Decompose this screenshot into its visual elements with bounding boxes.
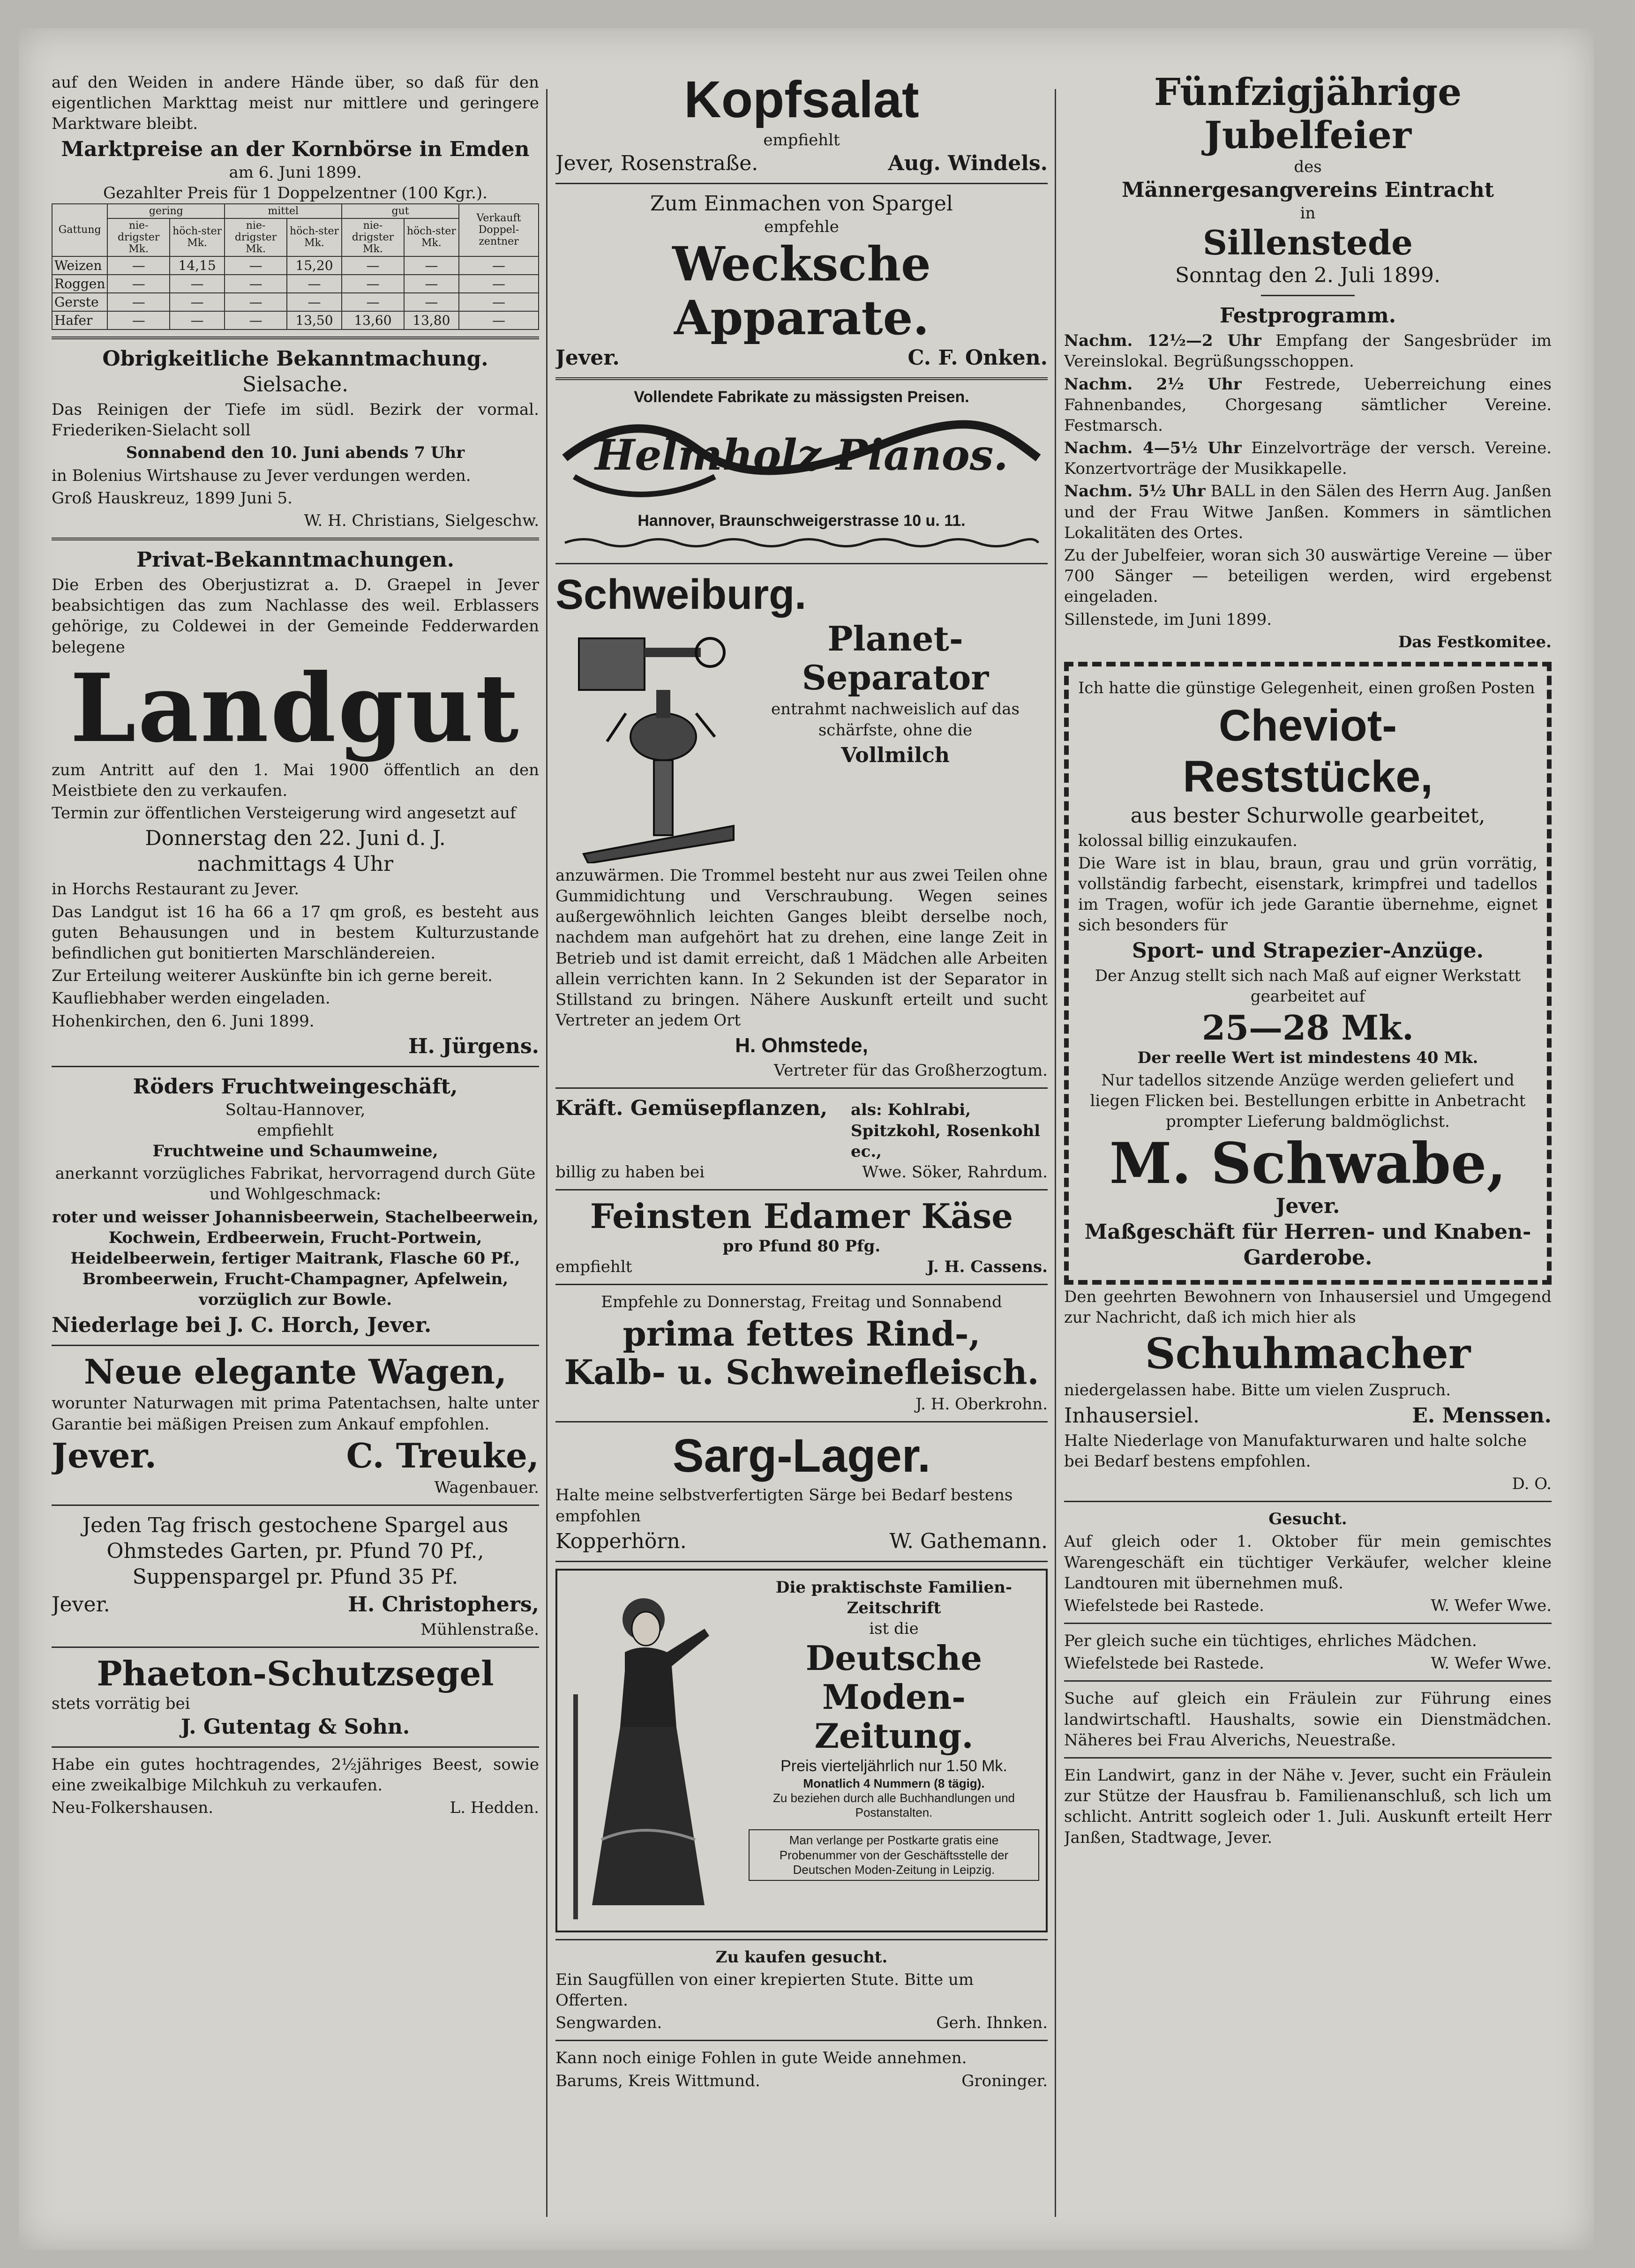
jub-in: in	[1300, 204, 1316, 223]
table-cell: —	[459, 275, 539, 293]
ges4-text: Ein Landwirt, ganz in der Nähe v. Jever, sucht ein Fräulein zur Stütze der Hausfrau b. Familienanschluß, sch lich um schlicht. Antritt sogleich oder 1. Juli. Auskunft erteilt Herr Janßen, Stadtwage, Jever.	[1064, 1766, 1552, 1847]
table-cell: —	[170, 311, 225, 329]
prices-title: Marktpreise an der Kornbörse in Emden	[61, 137, 530, 161]
gem-title: Kräft. Gemüsepflanzen,	[555, 1096, 828, 1121]
fest-item	[1064, 481, 1552, 543]
sarg-name: W. Gathemann.	[889, 1529, 1048, 1553]
th-nied: nie-drigster Mk.	[225, 218, 287, 256]
th-gering: gering	[107, 204, 225, 218]
phaeton-title: Phaeton-Schutzsegel	[97, 1653, 494, 1693]
divider	[555, 377, 1048, 380]
table-cell: 13,60	[342, 311, 404, 329]
divider	[52, 1066, 539, 1067]
wagen-sign-row	[52, 1437, 539, 1475]
moden-zeitung-ad	[555, 1569, 1048, 1932]
jub-place: Sillenstede	[1203, 223, 1413, 263]
ges-sign-row	[1064, 1595, 1552, 1616]
table-cell: 15,20	[287, 256, 342, 275]
divider	[52, 1505, 539, 1506]
table-cell: Gerste	[52, 293, 107, 311]
roeder-empf: empfiehlt	[257, 1121, 334, 1140]
landgut-desc: Das Landgut ist 16 ha 66 a 17 qm groß, es besteht aus guten Behausungen und in bestem Kulturzustande befindlichen gut bonitierten Marschländereien.	[52, 902, 539, 963]
table-cell: —	[404, 293, 459, 311]
fest-item	[1064, 330, 1552, 372]
divider	[52, 1746, 539, 1748]
schw-name: H. Ohmstede,	[735, 1034, 868, 1057]
gem-name: Wwe. Söker, Rahrdum.	[862, 1163, 1048, 1182]
table-row	[52, 293, 539, 311]
schw-voll: Vollmilch	[841, 743, 950, 767]
landgut-place: in Horchs Restaurant zu Jever.	[52, 880, 300, 899]
moden-price: Preis vierteljährlich nur 1.50 Mk.	[780, 1757, 1007, 1775]
chev-text2: Die Ware ist in blau, braun, grau und grün vorrätig, vollständig farbecht, eisenstark, krimpfrei und tadellos im Tragen, wofür ich jede Garantie übernehme, eignet sich besonders für	[1078, 853, 1538, 935]
divider	[555, 1189, 1048, 1190]
schuh-text2: Halte Niederlage von Manufakturwaren und halte solche bei Bedarf bestens empfohlen.	[1064, 1431, 1527, 1471]
roeder-text: anerkannt vorzügliches Fabrikat, hervorragend durch Güte und Wohlgeschmack:	[55, 1164, 536, 1204]
landgut-loc: Hohenkirchen, den 6. Juni 1899.	[52, 1011, 315, 1031]
moden-buy: Zu beziehen durch alle Buchhandlungen und Postanstalten.	[772, 1791, 1015, 1820]
fleisch-name: J. H. Oberkrohn.	[915, 1395, 1048, 1414]
moden-monthly: Monatlich 4 Nummern (8 tägig).	[803, 1776, 985, 1790]
spargel-place: Jever.	[52, 1592, 110, 1617]
th-hoch: höch-ster Mk.	[404, 218, 459, 256]
fleisch-title1: prima fettes Rind-,	[622, 1313, 981, 1354]
fest-title: Festprogramm.	[1219, 304, 1396, 328]
kopf-name: Aug. Windels.	[888, 151, 1048, 175]
divider	[52, 1647, 539, 1648]
ornament-line	[555, 536, 1048, 550]
table-cell: 13,50	[287, 311, 342, 329]
table-cell: —	[107, 311, 170, 329]
divider	[555, 183, 1048, 184]
helmholz-pianos-logo	[555, 411, 1048, 505]
roeder-depot: Niederlage bei J. C. Horch, Jever.	[52, 1313, 432, 1337]
table-cell: —	[459, 293, 539, 311]
roeder-list: roter und weisser Johannisbeerwein, Stachelbeerwein, Kochwein, Erdbeerwein, Frucht-Portwein, Heidelbeerwein, fertiger Maitrank, Flasche 60 Pf., Brombeerwein, Frucht-Champagner, Apfelwein, vorzüglich zur Bowle.	[52, 1207, 539, 1310]
fest-time: Nachm. 12½—2 Uhr	[1064, 331, 1261, 351]
th-verkauft: Verkauft Doppel-zentner	[459, 204, 539, 256]
table-cell: —	[170, 293, 225, 311]
schw-text1: entrahmt nachweislich auf das schärfste, ohne die	[771, 700, 1020, 740]
obrig-date: Sonnabend den 10. Juni abends 7 Uhr	[126, 443, 465, 463]
chev-value: Der reelle Wert ist mindestens 40 Mk.	[1137, 1048, 1478, 1067]
gem-items: als: Kohlrabi, Spitzkohl, Rosenkohl ec.,	[851, 1100, 1041, 1161]
landgut-title: Landgut	[70, 653, 521, 763]
kopf-title: Kopfsalat	[684, 71, 919, 128]
privat-title: Privat-Bekanntmachungen.	[136, 548, 455, 572]
chev-name: M. Schwabe,	[1109, 1130, 1507, 1197]
fest-time: Nachm. 5½ Uhr	[1064, 482, 1206, 501]
fleisch-title2: Kalb- u. Schweinefleisch.	[564, 1352, 1039, 1392]
landgut-text: zum Antritt auf den 1. Mai 1900 öffentlich an den Meistbiete den zu verkaufen.	[52, 760, 539, 800]
phaeton-sub: stets vorrätig bei	[52, 1694, 190, 1713]
table-cell: Hafer	[52, 311, 107, 329]
chev-sub: aus bester Schurwolle gearbeitet,	[1130, 803, 1485, 828]
sarg-place: Kopperhörn.	[555, 1529, 687, 1553]
obrig-text2: in Bolenius Wirtshause zu Jever verdungen werden.	[52, 466, 471, 485]
fest-loc: Sillenstede, im Juni 1899.	[1064, 610, 1272, 629]
fest-text: Einzelvorträge der versch. Vereine. Konzertvorträge der Musikkapelle.	[1064, 439, 1552, 479]
moden-probe: Man verlange per Postkarte gratis eine Probenummer von der Geschäftsstelle der Deutschen Moden-Zeitung in Leipzig.	[749, 1829, 1039, 1881]
kaese-empf: empfiehlt	[555, 1258, 632, 1277]
moden-top: Die praktischste Familien-Zeitschrift	[775, 1578, 1012, 1617]
beest-sign-row	[52, 1797, 539, 1818]
fest-item	[1064, 438, 1552, 479]
schuh-intro: Den geehrten Bewohnern von Inhausersiel und Umgegend zur Nachricht, daß ich mich hier als	[1064, 1287, 1552, 1327]
sarg-text: Halte meine selbstverfertigten Särge bei Bedarf bestens empfohlen	[555, 1486, 1013, 1526]
table-cell: Roggen	[52, 275, 107, 293]
th-gut: gut	[342, 204, 459, 218]
chev-intro: Ich hatte die günstige Gelegenheit, einen großen Posten	[1078, 678, 1535, 697]
fest-text: Empfang der Sangesbrüder im Vereinslokal. Begrüßungsschoppen.	[1064, 331, 1552, 371]
table-cell: —	[170, 275, 225, 293]
schuh-sign-row	[1064, 1403, 1552, 1429]
table-cell: —	[107, 256, 170, 275]
gem-row	[555, 1095, 1048, 1162]
th-nied: nie-drigster Mk.	[107, 218, 170, 256]
divider	[1064, 1757, 1552, 1759]
schuh-name: E. Menssen.	[1412, 1403, 1552, 1428]
fest-time: Nachm. 4—5½ Uhr	[1064, 439, 1242, 458]
schuh-sign: D. O.	[1512, 1474, 1552, 1493]
table-cell: —	[107, 275, 170, 293]
th-gattung: Gattung	[52, 204, 107, 256]
prices-date: am 6. Juni 1899.	[229, 163, 362, 182]
cheviot-ad	[1064, 662, 1552, 1285]
separator-illustration	[555, 620, 743, 863]
divider	[1064, 1680, 1552, 1682]
table-cell: —	[287, 275, 342, 293]
fohlen-sign-row	[555, 2071, 1048, 2091]
table-row	[52, 275, 539, 293]
landgut-intro: Die Erben des Oberjustizrat a. D. Graepel in Jever beabsichtigen das zum Nachlasse des weil. Erblassers gehörige, zu Coldewei in der Gemeinde Fedderwarden belegene	[52, 576, 539, 657]
beest-text: Habe ein gutes hochtragendes, 2½jähriges Beest, sowie eine zweikalbige Milchkuh zu verkaufen.	[52, 1755, 539, 1795]
kauf-sign-row	[555, 2013, 1048, 2033]
moden-title2: Moden-Zeitung.	[814, 1677, 974, 1756]
woman-illustration	[564, 1577, 742, 1924]
kaese-name: J. H. Cassens.	[927, 1258, 1048, 1277]
market-intro: auf den Weiden in andere Hände über, so daß für den eigentlichen Markttag meist nur mittlere und geringere Marktware bleibt.	[52, 73, 539, 134]
weck-sign-row	[555, 345, 1048, 371]
roeder-sub: Fruchtweine und Schaumweine,	[152, 1142, 438, 1161]
divider	[555, 2040, 1048, 2041]
schuh-place: Inhausersiel.	[1064, 1403, 1200, 1428]
ges-title: Gesucht.	[1268, 1510, 1347, 1529]
wagen-role: Wagenbauer.	[434, 1478, 539, 1497]
jub-date: Sonntag den 2. Juli 1899.	[1175, 263, 1440, 288]
landgut-info: Zur Erteilung weiterer Auskünfte bin ich gerne bereit.	[52, 966, 493, 986]
divider	[1261, 295, 1355, 296]
ges2-text: Per gleich suche ein tüchtiges, ehrliches Mädchen.	[1064, 1632, 1477, 1651]
th-mittel: mittel	[225, 204, 342, 218]
roeder-title: Röders Fruchtweingeschäft,	[133, 1074, 458, 1099]
table-cell: —	[225, 293, 287, 311]
schuh-title: Schuhmacher	[1145, 1328, 1471, 1378]
column-divider	[546, 89, 548, 2217]
th-hoch: höch-ster Mk.	[170, 218, 225, 256]
table-cell: —	[107, 293, 170, 311]
table-cell: —	[287, 293, 342, 311]
chev-price: 25—28 Mk.	[1201, 1007, 1414, 1048]
schw-text2: anzuwärmen. Die Trommel besteht nur aus zwei Teilen ohne Gummidichtung und Verschraubung. Wegen seines außergewöhnlich leichten Ganges bleibt derselbe noch, nachdem man aufgehört hat zu drehen, eine lange Zeit in Betrieb und ist damit erreicht, daß 1 Mädchen alle Arbeiten allein verrichten kann. In 2 Sekunden ist der Separator in Stillstand zu bringen. Nähere Auskunft erteilt und sucht Vertreter an jedem Ort	[555, 866, 1048, 1030]
obrig-sign: W. H. Christians, Sielgeschw.	[304, 511, 539, 530]
table-row	[52, 256, 539, 275]
table-cell: —	[225, 311, 287, 329]
divider	[52, 337, 539, 339]
table-cell: —	[342, 256, 404, 275]
spargel-name: H. Christophers,	[348, 1592, 539, 1617]
divider	[52, 1345, 539, 1346]
chev-text4: Nur tadellos sitzende Anzüge werden geliefert und liegen Flicken bei. Bestellungen erbitte in Anbetracht prompter Lieferung baldmöglichst.	[1090, 1070, 1526, 1131]
fleisch-text: Empfehle zu Donnerstag, Freitag und Sonnabend	[601, 1293, 1002, 1312]
chev-text3: Der Anzug stellt sich nach Maß auf eigner Werkstatt gearbeitet auf	[1095, 966, 1521, 1006]
moden-title1: Deutsche	[805, 1638, 982, 1678]
beest-name: L. Hedden.	[450, 1798, 539, 1818]
table-cell: 14,15	[170, 256, 225, 275]
ges2-place: Wiefelstede bei Rastede.	[1064, 1654, 1264, 1673]
spargel-street: Mühlenstraße.	[420, 1620, 539, 1639]
landgut-sign: H. Jürgens.	[408, 1034, 539, 1058]
piano-tagline: Vollendete Fabrikate zu mässigsten Preisen.	[634, 388, 969, 406]
spargel-sign-row	[52, 1592, 539, 1617]
fohlen-name: Groninger.	[961, 2071, 1048, 2090]
fest-invite: Zu der Jubelfeier, woran sich 30 auswärtige Vereine — über 700 Sänger — beteiligen werden, wird ergebenst eingeladen.	[1064, 546, 1552, 606]
table-cell: —	[225, 256, 287, 275]
wagen-name: C. Treuke,	[346, 1435, 539, 1475]
kopf-sign-row	[555, 150, 1048, 176]
divider	[555, 563, 1048, 564]
fest-time: Nachm. 2½ Uhr	[1064, 374, 1242, 394]
kauf-place: Sengwarden.	[555, 2014, 662, 2033]
landgut-time: nachmittags 4 Uhr	[197, 852, 394, 876]
table-cell: —	[404, 256, 459, 275]
piano-brand: Helmholz Pianos.	[595, 430, 1008, 480]
kauf-name: Gerh. Ihnken.	[936, 2014, 1048, 2033]
table-cell: —	[342, 275, 404, 293]
column-1	[52, 70, 539, 2222]
gem-text: billig zu haben bei	[555, 1163, 705, 1182]
spargel-text: Jeden Tag frisch gestochene Spargel aus Ohmstedes Garten, pr. Pfund 70 Pf., Suppenspargel pr. Pfund 35 Pf.	[82, 1513, 509, 1589]
landgut-invite: Kaufliebhaber werden eingeladen.	[52, 989, 330, 1008]
sarg-sign-row	[555, 1528, 1048, 1554]
ges-place: Wiefelstede bei Rastede.	[1064, 1596, 1264, 1615]
schw-title: Schweiburg.	[555, 571, 807, 619]
chev-place: Jever.	[1275, 1194, 1340, 1218]
th-nied: nie-drigster Mk.	[342, 218, 404, 256]
kopf-place: Jever, Rosenstraße.	[555, 151, 758, 175]
jub-title: Fünfzigjährige Jubelfeier	[1154, 70, 1462, 157]
table-cell: —	[459, 311, 539, 329]
jub-verein: Männergesangvereins Eintracht	[1121, 178, 1494, 202]
ges2-name: W. Wefer Wwe.	[1431, 1654, 1552, 1673]
divider	[1064, 1623, 1552, 1624]
column-divider	[1055, 89, 1056, 2217]
beest-place: Neu-Folkershausen.	[52, 1798, 214, 1818]
newspaper-page	[19, 28, 1594, 2250]
schw-sub2: Separator	[802, 657, 989, 697]
separator-copy	[743, 620, 1048, 863]
landgut-date: Donnerstag den 22. Juni d. J.	[145, 826, 446, 851]
kauf-title: Zu kaufen gesucht.	[715, 1947, 888, 1967]
wagen-title: Neue elegante Wagen,	[83, 1351, 507, 1392]
weck-intro: Zum Einmachen von Spargel	[650, 191, 953, 216]
fest-text: Festrede, Ueberreichung eines Fahnenbandes, Chorgesang sämtlicher Vereine. Festmarsch.	[1064, 374, 1552, 435]
prices-note: Gezahlter Preis für 1 Doppelzentner (100 Kgr.).	[103, 183, 488, 202]
obrig-text: Das Reinigen der Tiefe im südl. Bezirk der vormal. Friederiken-Sielacht soll	[52, 400, 539, 440]
table-cell: —	[342, 293, 404, 311]
weck-empf: empfehle	[764, 217, 839, 236]
column-3	[1064, 70, 1552, 2222]
schuh-text: niedergelassen habe. Bitte um vielen Zuspruch.	[1064, 1381, 1451, 1400]
kaese-title: Feinsten Edamer Käse	[590, 1196, 1013, 1236]
chev-text1: kolossal billig einzukaufen.	[1078, 831, 1298, 850]
roeder-place: Soltau-Hannover,	[225, 1100, 366, 1119]
wagen-place: Jever.	[52, 1435, 157, 1475]
table-cell: Weizen	[52, 256, 107, 275]
landgut-termin: Termin zur öffentlichen Versteigerung wird angesetzt auf	[52, 804, 516, 823]
ges2-sign-row	[1064, 1653, 1552, 1674]
obrig-place: Groß Hauskreuz, 1899 Juni 5.	[52, 488, 292, 508]
weck-title: Wecksche Apparate.	[672, 236, 931, 345]
fest-item	[1064, 374, 1552, 436]
table-cell: —	[225, 275, 287, 293]
weck-name: C. F. Onken.	[908, 345, 1048, 370]
piano-address: Hannover, Braunschweigerstrasse 10 u. 11.	[638, 512, 966, 530]
fest-sign: Das Festkomitee.	[1398, 632, 1552, 651]
obrig-title: Obrigkeitliche Bekanntmachung.	[102, 346, 488, 371]
chev-title2: Reststücke,	[1183, 752, 1433, 802]
phaeton-name: J. Gutentag & Sohn.	[180, 1714, 410, 1739]
chev-use: Sport- und Strapezier-Anzüge.	[1132, 938, 1484, 963]
schw-role: Vertreter für das Großherzogtum.	[773, 1061, 1048, 1080]
ges3-text: Suche auf gleich ein Fräulein zur Führung eines landwirtschaftl. Haushalts, sowie ein Dienstmädchen. Näheres bei Frau Alverichs, Neuestraße.	[1064, 1689, 1552, 1750]
fohlen-place: Barums, Kreis Wittmund.	[555, 2071, 760, 2090]
table-row	[52, 311, 539, 329]
weck-place: Jever.	[555, 345, 620, 370]
divider	[555, 1561, 1048, 1562]
moden-copy	[749, 1577, 1039, 1924]
ges-text: Auf gleich oder 1. Oktober für mein gemischtes Warengeschäft ein tüchtiger Verkäufer, welcher kleine Landtouren mit übernehmen muß.	[1064, 1532, 1552, 1593]
price-table	[52, 203, 539, 330]
sarg-title: Sarg-Lager.	[672, 1430, 931, 1482]
chev-title1: Cheviot-	[1219, 701, 1397, 751]
divider	[555, 1421, 1048, 1422]
kaese-price: pro Pfund 80 Pfg.	[722, 1236, 881, 1256]
divider	[52, 538, 539, 540]
table-cell: 13,80	[404, 311, 459, 329]
th-hoch: höch-ster Mk.	[287, 218, 342, 256]
moden-ist: ist die	[869, 1619, 919, 1639]
gem-sign-row	[555, 1162, 1048, 1183]
divider	[555, 1939, 1048, 1940]
divider	[1064, 1501, 1552, 1502]
column-2	[555, 70, 1048, 2222]
kaese-sign-row	[555, 1257, 1048, 1277]
divider	[555, 1284, 1048, 1285]
wagen-text: worunter Naturwagen mit prima Patentachsen, halte unter Garantie bei mäßigen Preisen zum Ankauf empfohlen.	[52, 1394, 539, 1434]
obrig-sub: Sielsache.	[242, 372, 349, 397]
ges-name: W. Wefer Wwe.	[1431, 1596, 1552, 1615]
fest-text: BALL in den Sälen des Herrn Aug. Janßen und der Frau Witwe Janßen. Kommers in sämtlichen Lokalitäten des Ortes.	[1064, 482, 1552, 542]
kauf-text: Ein Saugfüllen von einer krepierten Stute. Bitte um Offerten.	[555, 1970, 974, 2010]
kopf-empf: empfiehlt	[763, 130, 840, 150]
table-cell: —	[459, 256, 539, 275]
divider	[555, 1087, 1048, 1089]
separator-ad	[555, 620, 1048, 863]
fohlen-text: Kann noch einige Fohlen in gute Weide annehmen.	[555, 2049, 967, 2068]
jub-des: des	[1294, 157, 1322, 176]
schw-sub1: Planet-	[827, 618, 963, 659]
chev-role: Maßgeschäft für Herren- und Knaben-Garderobe.	[1084, 1220, 1531, 1270]
table-cell: —	[404, 275, 459, 293]
